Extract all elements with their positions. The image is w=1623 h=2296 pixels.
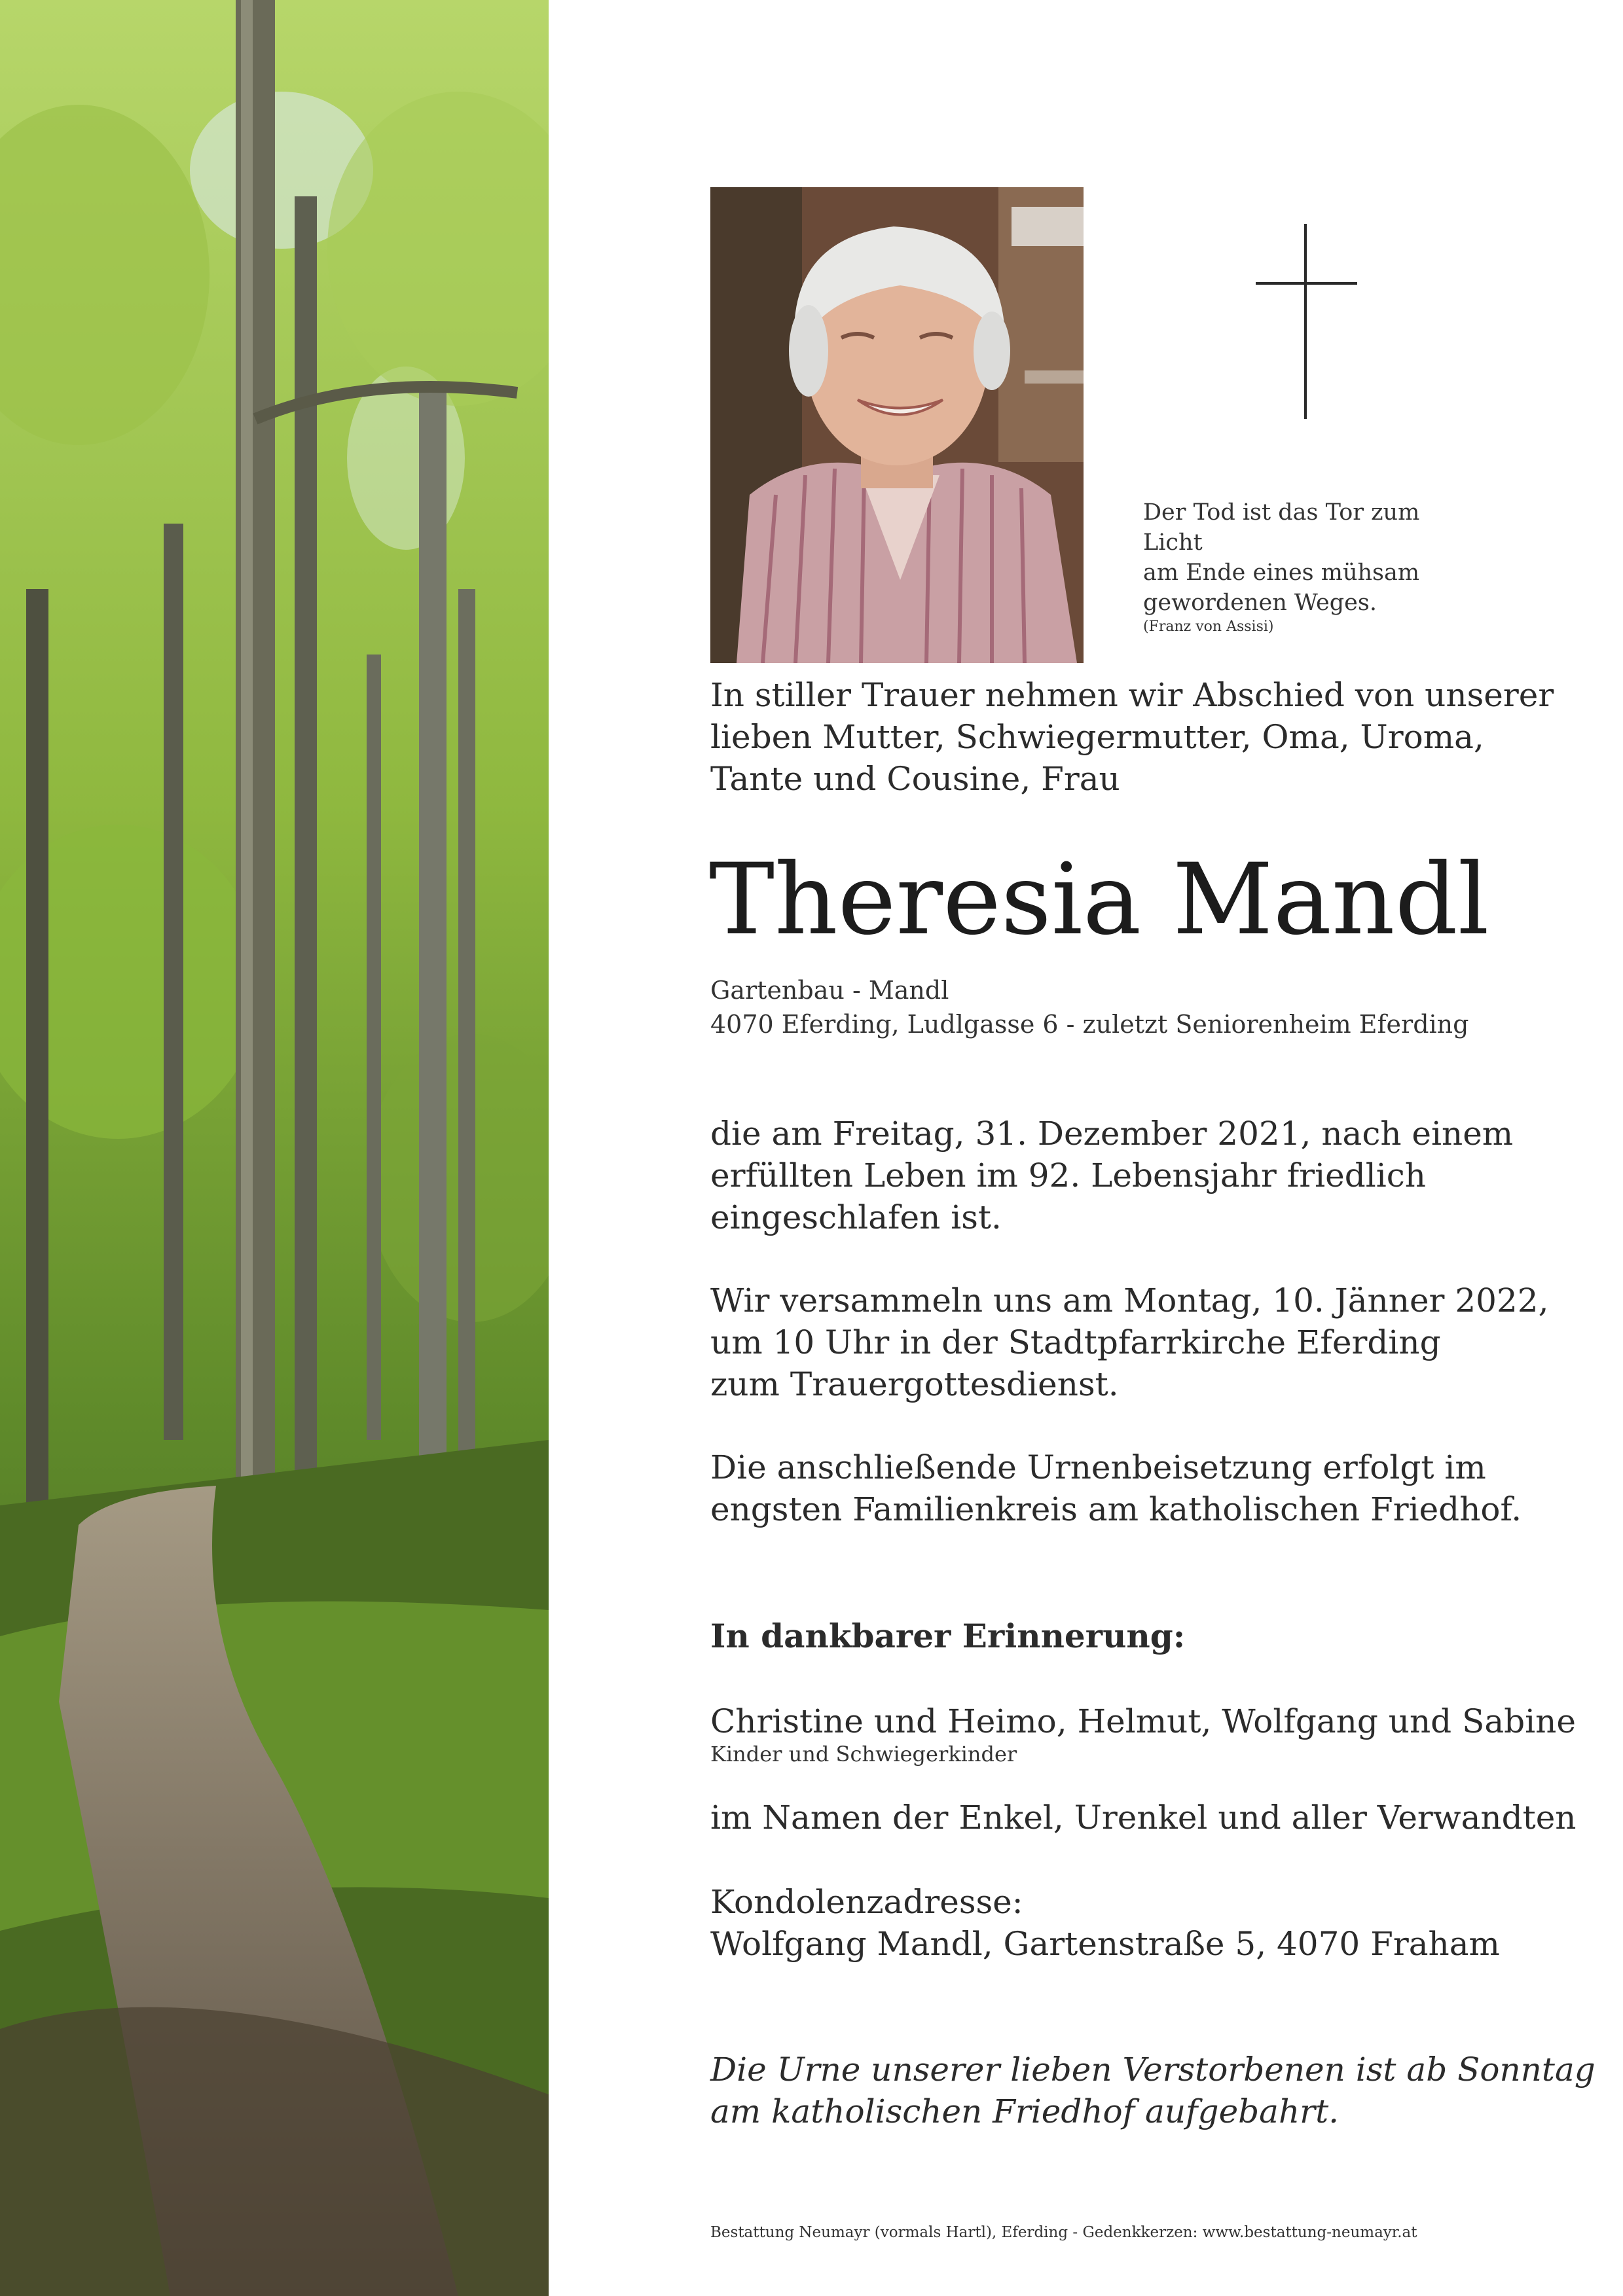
relatives-text: im Namen der Enkel, Urenkel und aller Verwandten: [710, 1799, 1577, 1837]
intro-text: [710, 674, 1554, 800]
cross-icon: [1256, 224, 1357, 419]
service-line: zum Trauergottesdienst.: [710, 1365, 1119, 1403]
urn-note: [710, 2049, 1596, 2132]
death-line: die am Freitag, 31. Dezember 2021, nach einem: [710, 1115, 1514, 1153]
footer: Bestattung Neumayr (vormals Hartl), Eferding - Gedenkkerzen: www.bestattung-neumayr.at: [710, 2224, 1417, 2241]
service-line: Wir versammeln uns am Montag, 10. Jänner 2022,: [710, 1282, 1549, 1319]
intro-line: Tante und Cousine, Frau: [710, 760, 1120, 798]
quote-source: (Franz von Assisi): [1143, 619, 1274, 635]
death-line: erfüllten Leben im 92. Lebensjahr friedlich: [710, 1157, 1426, 1194]
death-line: eingeschlafen ist.: [710, 1198, 1002, 1236]
condolence-line: Kondolenzadresse:: [710, 1883, 1023, 1921]
address-line: 4070 Eferding, Ludlgasse 6 - zuletzt Seniorenheim Eferding: [710, 1010, 1469, 1039]
intro-line: lieben Mutter, Schwiegermutter, Oma, Uroma,: [710, 718, 1484, 756]
portrait-photo: [710, 187, 1084, 663]
burial-text: [710, 1446, 1522, 1530]
quote: [1143, 497, 1484, 636]
quote-line: gewordenen Weges.: [1143, 590, 1377, 616]
condolence-address: [710, 1881, 1500, 1965]
deceased-name: Theresia Mandl: [709, 843, 1489, 957]
urn-note-line: am katholischen Friedhof aufgebahrt.: [710, 2092, 1340, 2130]
service-line: um 10 Uhr in der Stadtpfarrkirche Eferding: [710, 1323, 1441, 1361]
quote-line: am Ende eines mühsam: [1143, 560, 1420, 586]
burial-line: engsten Familienkreis am katholischen Friedhof.: [710, 1490, 1522, 1528]
children-note: Kinder und Schwiegerkinder: [710, 1742, 1017, 1767]
death-text: [710, 1113, 1513, 1238]
intro-line: In stiller Trauer nehmen wir Abschied von unserer: [710, 676, 1554, 714]
remembrance-heading: In dankbarer Erinnerung:: [710, 1617, 1186, 1655]
quote-line: Der Tod ist das Tor zum Licht: [1143, 499, 1420, 556]
forest-photo: [0, 0, 549, 2296]
children-names: Christine und Heimo, Helmut, Wolfgang und Sabine: [710, 1702, 1576, 1740]
service-text: [710, 1280, 1548, 1405]
urn-note-line: Die Urne unserer lieben Verstorbenen ist ab Sonntag: [710, 2051, 1596, 2089]
condolence-line: Wolfgang Mandl, Gartenstraße 5, 4070 Fraham: [710, 1925, 1500, 1963]
address-line: Gartenbau - Mandl: [710, 976, 949, 1005]
address: [710, 973, 1468, 1041]
burial-line: Die anschließende Urnenbeisetzung erfolgt im: [710, 1448, 1486, 1486]
